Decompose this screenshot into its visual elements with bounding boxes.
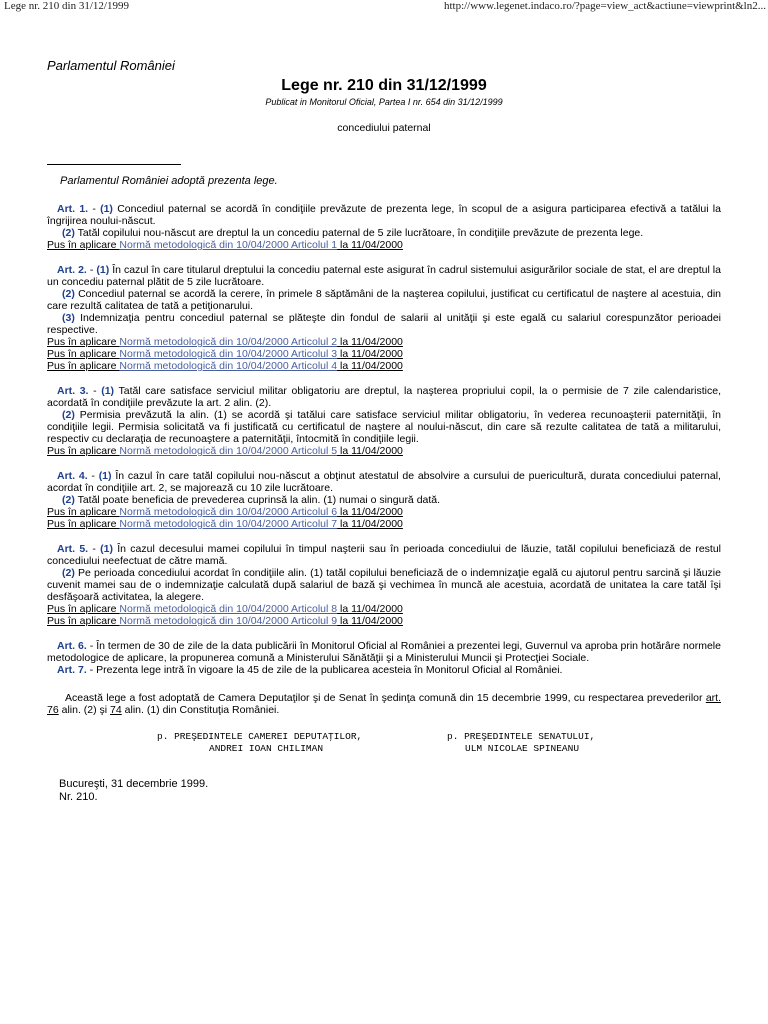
law-number: Nr. 210. [59, 791, 98, 803]
applied-by-line [47, 445, 721, 457]
article-label: Art. 2. [57, 264, 87, 276]
applied-by-prefix: Pus în aplicare [47, 518, 117, 530]
issuer: Parlamentul României [47, 58, 175, 73]
paragraph-number: (2) [62, 288, 75, 300]
article-paragraph [47, 494, 721, 506]
paragraph-text: Concediul paternal se acordă la cerere, în primele 8 săptămâni de la naşterea copilului, justificat cu certificatul de naştere al acestuia, din care rezultă calitatea de tată a petiţionarului. [47, 288, 721, 312]
applied-by-line [47, 506, 721, 518]
article-label: Art. 7. [57, 664, 87, 676]
article-paragraph [47, 409, 721, 445]
article-paragraph: Art. 5. - (1) În cazul decesului mamei copilului în timpul naşterii sau în perioada concediului de lăuzie, tatăl copilului beneficiază de restul concediului neefectuat de către mamă. [47, 543, 722, 567]
paragraph-number: (1) [101, 385, 115, 397]
methodological-norm-link[interactable]: Normă metodologică din 10/04/2000 Articolul 5 [119, 445, 338, 457]
print-page-title: Lege nr. 210 din 31/12/1999 [4, 0, 129, 12]
applied-by-prefix: Pus în aplicare [47, 348, 117, 360]
article [47, 385, 721, 457]
applied-by-prefix: Pus în aplicare [47, 239, 117, 251]
applied-by-date: la 11/04/2000 [340, 603, 403, 615]
applied-by-date: la 11/04/2000 [340, 360, 403, 372]
article-label: Art. 5. [57, 543, 89, 555]
applied-by-date: la 11/04/2000 [340, 518, 403, 530]
article-label: Art. 1. [57, 203, 89, 215]
article [47, 640, 721, 664]
article-paragraph: Art. 1. - (1) Concediul paternal se acordă în condiţiile prevăzute de prezenta lege, în scopul de a asigura participarea efectivă a tatălui la îngrijirea noului-născut. [47, 203, 721, 227]
article-paragraph: Art. 6. - În termen de 30 de zile de la data publicării în Monitorul Oficial al României a prezentei legi, Guvernul va aproba prin hotărâre normele metodologice de aplicare, la propunerea comună a Ministerului Sănătăţii şi a Ministerului Muncii şi Protecţiei Sociale. [47, 640, 721, 664]
applied-by-date: la 11/04/2000 [340, 506, 403, 518]
methodological-norm-link[interactable]: Normă metodologică din 10/04/2000 Articolul 7 [119, 518, 338, 530]
article-label: Art. 4. [57, 470, 88, 482]
place-and-number [59, 778, 721, 804]
article-paragraph: Art. 3. - (1) Tatăl care satisface serviciul militar obligatoriu are dreptul, la naşterea propriului copil, la o permisie de 7 zile calendaristice, acordată în condiţiile prevăzute la art. 2 alin. (2). [47, 385, 721, 409]
article [47, 664, 721, 676]
applied-by-date: la 11/04/2000 [340, 336, 403, 348]
preamble: Parlamentul României adoptă prezenta lege. [60, 175, 278, 187]
methodological-norm-link[interactable]: Normă metodologică din 10/04/2000 Articolul 4 [119, 360, 338, 372]
signature-senate-role: p. PREŞEDINTELE SENATULUI, [447, 731, 596, 742]
paragraph-text: Tatăl poate beneficia de prevederea cuprinsă la alin. (1) numai o singură dată. [74, 494, 441, 506]
paragraph-text: Permisia prevăzută la alin. (1) se acordă şi tatălui care satisface serviciul militar obligatoriu, în vederea recunoaşterii paternităţii, în condiţiile legii. Permisia solicitată va fi justificată cu certificatul de naştere al noului-născut, din care să rezulte calitatea de tată a militarului, respectiv cu declaraţia de recunoaştere a paternităţii, întocmită în condiţiile legii. [47, 409, 721, 445]
paragraph-number: (1) [100, 203, 113, 215]
methodological-norm-link[interactable]: Normă metodologică din 10/04/2000 Articolul 1 [119, 239, 338, 251]
methodological-norm-link[interactable]: Normă metodologică din 10/04/2000 Articolul 8 [119, 603, 338, 615]
paragraph-text: În cazul în care titularul dreptului la concediu paternal este asigurat în cadrul sistemului asigurărilor sociale de stat, el are dreptul la un concediu paternal plătit de 5 zile lucrătoare. [47, 264, 721, 288]
browser-print-header [0, 0, 768, 14]
article-paragraph: Art. 7. - Prezenta lege intră în vigoare la 45 de zile de la publicarea acesteia în Monitorul Oficial al României. [57, 664, 563, 676]
paragraph-text: Indemnizaţia pentru concediul paternal se plăteşte din fondul de salarii al unităţii şi este egală cu salariul corespunzător perioadei respective. [47, 312, 721, 336]
closing-text-2: alin. (2) şi [58, 704, 111, 716]
article-paragraph [47, 312, 721, 336]
article-label: Art. 3. [57, 385, 89, 397]
applied-by-prefix: Pus în aplicare [47, 615, 117, 627]
applied-by-date: la 11/04/2000 [340, 239, 403, 251]
applied-by-line [47, 518, 721, 530]
publication-note: Publicat in Monitorul Oficial, Partea I nr. 654 din 31/12/1999 [265, 97, 503, 107]
applied-by-date: la 11/04/2000 [340, 445, 403, 457]
paragraph-text: În cazul în care tatăl copilului nou-născut a obţinut atestatul de absolvire a cursului de puericultură, durata concediului paternal, acordat în condiţiile art. 2, se majorează cu 10 zile lucrătoare. [47, 470, 721, 494]
applied-by-line [47, 239, 721, 251]
article-paragraph [47, 288, 721, 312]
applied-by-line [47, 615, 721, 627]
signature-chamber [157, 731, 362, 755]
divider [47, 164, 181, 165]
methodological-norm-link[interactable]: Normă metodologică din 10/04/2000 Articolul 9 [119, 615, 338, 627]
applied-by-prefix: Pus în aplicare [47, 445, 117, 457]
paragraph-number: (2) [62, 227, 75, 239]
article-paragraph: Art. 2. - (1) În cazul în care titularul dreptului la concediu paternal este asigurat în cadrul sistemului asigurărilor sociale de stat, el are dreptul la un concediu paternal plătit de 5 zile lucrătoare. [47, 264, 721, 288]
signature-chamber-name: ANDREI IOAN CHILIMAN [209, 743, 324, 754]
closing-paragraph [47, 692, 721, 716]
paragraph-number: (3) [62, 312, 75, 324]
paragraph-number: (2) [62, 567, 75, 579]
signatures-block [47, 731, 721, 761]
paragraph-number: (1) [100, 543, 113, 555]
article-paragraph [47, 227, 721, 239]
methodological-norm-link[interactable]: Normă metodologică din 10/04/2000 Articolul 2 [119, 336, 338, 348]
paragraph-text: În cazul decesului mamei copilului în timpul naşterii sau în perioada concediului de lăuzie, tatăl copilului beneficiază de restul concediului neefectuat de către mamă. [47, 543, 722, 567]
applied-by-date: la 11/04/2000 [340, 348, 403, 360]
article-label: Art. 6. [57, 640, 87, 652]
paragraph-number: (2) [62, 409, 75, 421]
applied-by-date: la 11/04/2000 [340, 615, 403, 627]
applied-by-line [47, 348, 721, 360]
law-content [47, 168, 721, 804]
paragraph-text: Tatăl copilului nou-născut are dreptul la un concediu paternal de 5 zile lucrătoare, în condiţiile prevăzute de prezenta lege. [74, 227, 644, 239]
law-title: Lege nr. 210 din 31/12/1999 [281, 77, 487, 94]
paragraph-text: Pe perioada concediului acordat în condiţiile alin. (1) tatăl copilului beneficiază de o indemnizaţie egală cu ajutorul pentru sarcină şi lăuzie cuvenit mamei sau de o indemnizaţie calculată după salariul de bază şi vechimea în muncă ale acestuia, acordată de unitatea la care tatăl îşi desfăşoară activitatea, la alegere. [47, 567, 721, 603]
constitution-art-76-link[interactable]: art. 76 [47, 692, 721, 716]
signature-senate-name: ULM NICOLAE SPINEANU [465, 743, 580, 754]
applied-by-prefix: Pus în aplicare [47, 603, 117, 615]
article-paragraph [47, 567, 721, 603]
closing-text-3: alin. (1) din Constituţia României. [121, 704, 280, 716]
article-paragraph: Art. 4. - (1) În cazul în care tatăl copilului nou-născut a obţinut atestatul de absolvire a cursului de puericultură, durata concediului paternal, acordat în condiţiile art. 2, se majorează cu 10 zile lucrătoare. [47, 470, 721, 494]
law-subject: concediului paternal [337, 122, 431, 134]
applied-by-line [47, 360, 721, 372]
paragraph-number: (1) [96, 264, 110, 276]
signature-chamber-role: p. PREŞEDINTELE CAMEREI DEPUTAŢILOR, [157, 731, 363, 742]
constitution-art-74-link[interactable]: 74 [110, 704, 122, 716]
applied-by-line [47, 603, 721, 615]
articles-list [47, 203, 721, 676]
methodological-norm-link[interactable]: Normă metodologică din 10/04/2000 Articolul 3 [119, 348, 338, 360]
paragraph-number: (1) [98, 470, 112, 482]
closing-text-1: Această lege a fost adoptată de Camera Deputaţilor şi de Senat în şedinţa comună din 15 decembrie 1999, cu respectarea prevederilor [65, 692, 706, 704]
methodological-norm-link[interactable]: Normă metodologică din 10/04/2000 Articolul 6 [119, 506, 338, 518]
paragraph-text: Concediul paternal se acordă în condiţiile prevăzute de prezenta lege, în scopul de a asigura participarea efectivă a tatălui la îngrijirea noului-născut. [47, 203, 721, 227]
signature-senate [447, 731, 595, 755]
paragraph-text: Prezenta lege intră în vigoare la 45 de zile de la publicarea acesteia în Monitorul Oficial al României. [96, 664, 563, 676]
paragraph-text: În termen de 30 de zile de la data publicării în Monitorul Oficial al României a prezentei legi, Guvernul va aproba prin hotărâre normele metodologice de aplicare, la propunerea comună a Ministerului Sănătăţii şi a Ministerului Muncii şi Protecţiei Sociale. [47, 640, 721, 664]
applied-by-prefix: Pus în aplicare [47, 506, 117, 518]
article [47, 264, 721, 372]
article [47, 470, 721, 530]
applied-by-line [47, 336, 721, 348]
print-page-url: http://www.legenet.indaco.ro/?page=view_act&actiune=viewprint&ln2... [443, 0, 766, 12]
applied-by-prefix: Pus în aplicare [47, 336, 117, 348]
place-date: Bucureşti, 31 decembrie 1999. [59, 778, 209, 790]
paragraph-text: Tatăl care satisface serviciul militar obligatoriu are dreptul, la naşterea propriului copil, la o permisie de 7 zile calendaristice, acordată în condiţiile prevăzute la art. 2 alin. (2). [47, 385, 721, 409]
paragraph-number: (2) [62, 494, 75, 506]
article [47, 203, 721, 251]
applied-by-prefix: Pus în aplicare [47, 360, 117, 372]
article [47, 543, 721, 627]
